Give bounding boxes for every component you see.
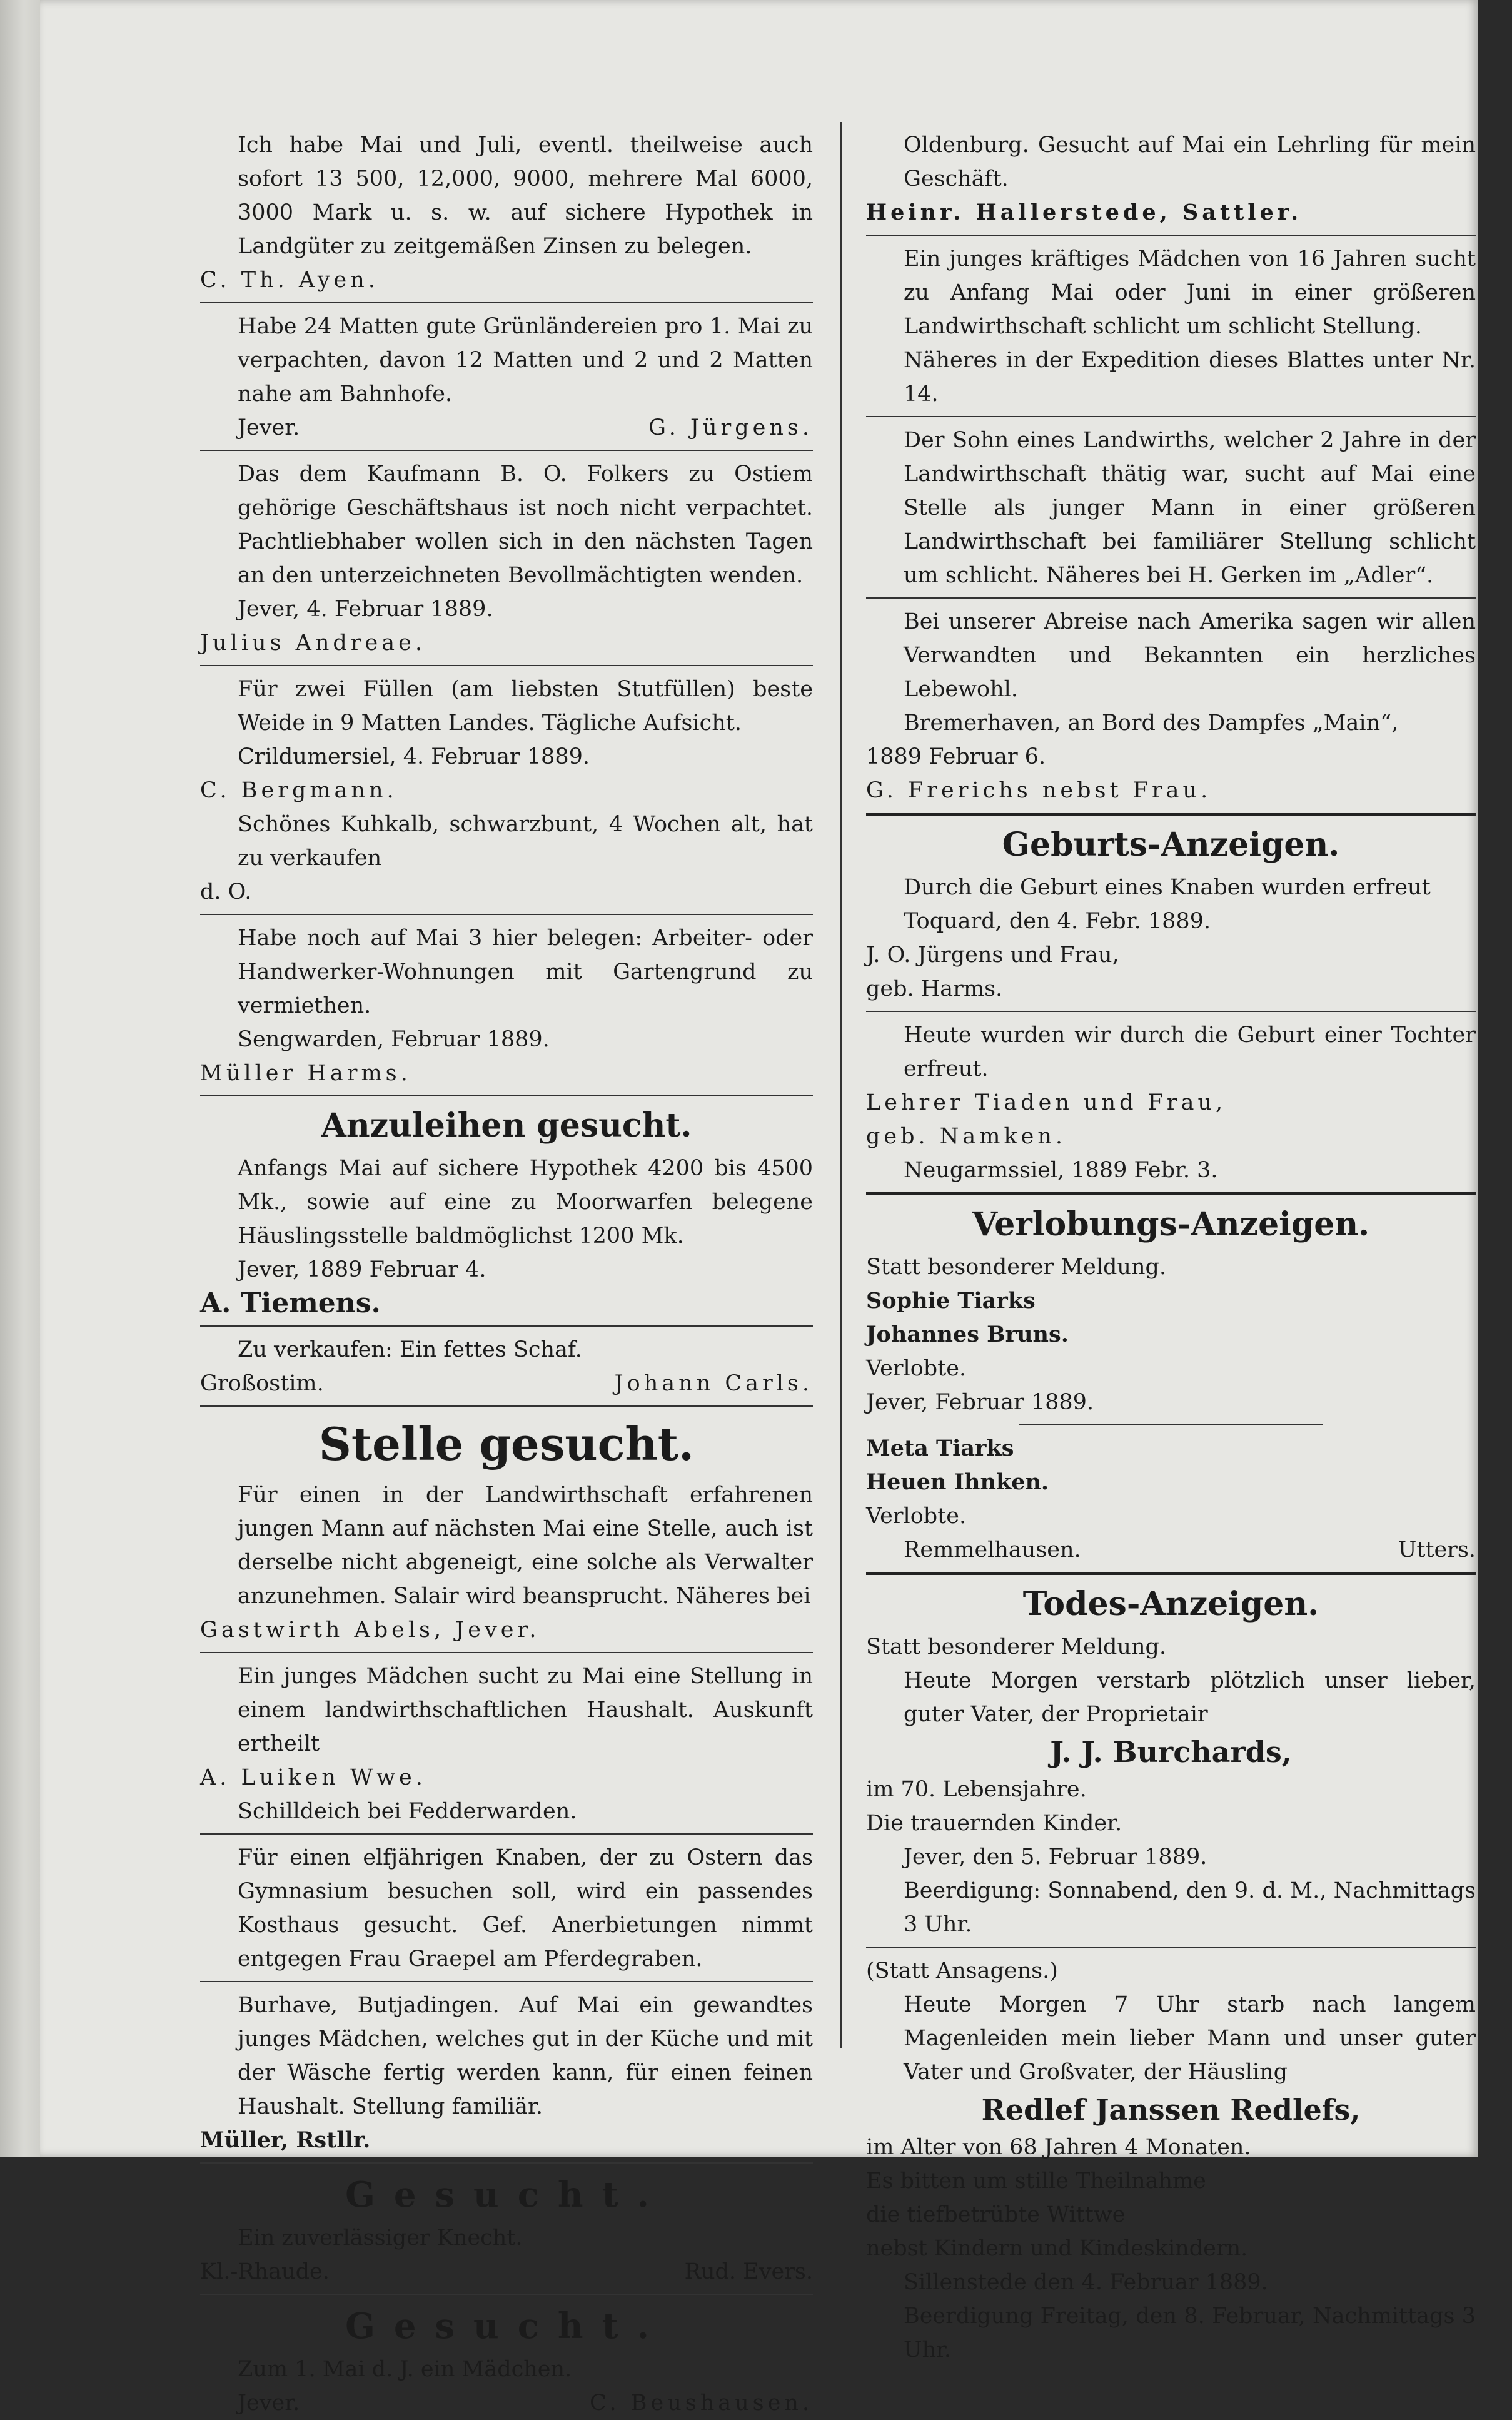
ad-text: Anfangs Mai auf sichere Hypothek 4200 bis 4500 Mk., sowie auf eine zu Moorwarfen belegene Häuslingsstelle baldmöglichst 1200 Mk. xyxy=(238,1156,813,1248)
death-intro: Statt besonderer Meldung. xyxy=(866,1634,1167,1659)
death-age: im Alter von 68 Jahren 4 Monaten. xyxy=(866,2135,1251,2160)
ad-fuellen xyxy=(200,672,813,808)
birth-signature-2: geb. Harms. xyxy=(866,976,1003,1001)
divider xyxy=(200,1833,813,1835)
ad-amerika xyxy=(866,605,1476,808)
ad-text: Ich habe Mai und Juli, eventl. theilweise auch sofort 13 500, 12,000, 9000, mehrere Mal 6000, 3000 Mark u. s. w. auf sichere Hypothek in Landgüter zu zeitgemäßen Zinsen zu belegen. xyxy=(238,133,813,259)
divider xyxy=(200,2162,813,2164)
ad-signature: A. Luiken Wwe. xyxy=(200,1765,426,1790)
ad-text: Das dem Kaufmann B. O. Folkers zu Ostiem gehörige Geschäftshaus ist noch nicht verpachtet. Pachtliebhaber wollen sich in den nächsten Tagen an den unterzeichneten Bevollmächtigten wenden. xyxy=(238,462,813,588)
ad-date: Jever, 4. Februar 1889. xyxy=(238,597,493,622)
divider xyxy=(200,2294,813,2295)
divider xyxy=(866,1572,1476,1575)
section-heading: Todes-Anzeigen. xyxy=(1022,1585,1319,1623)
engagement-intro: Statt besonderer Meldung. xyxy=(866,1255,1167,1280)
ad-text: Der Sohn eines Landwirths, welcher 2 Jahre in der Landwirthschaft thätig war, sucht auf Mai eine Stelle als junger Mann in einer größeren Landwirthschaft bei familiärer Stellung schlicht um schlicht. Näheres bei H. Gerken im „Adler“. xyxy=(904,428,1476,588)
death-date: Sillenstede den 4. Februar 1889. xyxy=(904,2270,1268,2295)
ad-signature: Gastwirth Abels, Jever. xyxy=(200,1618,540,1643)
ad-date: 1889 Februar 6. xyxy=(866,744,1046,769)
divider xyxy=(866,235,1476,236)
ad-lehrling xyxy=(866,128,1476,230)
ad-text: Ein junges kräftiges Mädchen von 16 Jahren sucht zu Anfang Mai oder Juni in einer größeren Landwirthschaft schlicht um schlicht Stellung. xyxy=(904,246,1476,339)
divider xyxy=(200,302,813,303)
ad-maedchen xyxy=(200,2301,813,2420)
ad-text: Oldenburg. Gesucht auf Mai ein Lehrling für mein Geschäft. xyxy=(904,133,1476,191)
ad-signature: Rud. Evers. xyxy=(684,2259,813,2284)
divider xyxy=(200,1981,813,1982)
ad-signature: d. O. xyxy=(200,879,252,904)
death-mourners: die tiefbetrübte Wittwe xyxy=(866,2202,1126,2227)
death-intro: (Statt Ansagens.) xyxy=(866,1958,1058,1983)
death-request: Es bitten um stille Theilnahme xyxy=(866,2169,1206,2194)
ad-hypothek xyxy=(200,128,813,297)
death-name: J. J. Burchards, xyxy=(1050,1735,1292,1769)
ad-text: Ein junges Mädchen sucht zu Mai eine Stellung in einem landwirthschaftlichen Haushalt. Auskunft ertheilt xyxy=(238,1664,813,1756)
engagement-place-left: Remmelhausen. xyxy=(904,1537,1081,1562)
column-divider xyxy=(840,122,842,2048)
ad-place: Jever. xyxy=(238,2391,300,2416)
divider xyxy=(200,1405,813,1407)
birth-text: Heute wurden wir durch die Geburt einer Tochter erfreut. xyxy=(904,1023,1476,1081)
divider xyxy=(866,597,1476,599)
divider xyxy=(866,1011,1476,1012)
birth-date: Neugarmssiel, 1889 Febr. 3. xyxy=(904,1158,1218,1183)
death-date: Jever, den 5. Februar 1889. xyxy=(904,1845,1207,1870)
engagements-section xyxy=(866,1202,1476,1567)
birth-signature: Lehrer Tiaden und Frau, xyxy=(866,1090,1227,1115)
ad-kosthaus xyxy=(200,1841,813,1976)
divider xyxy=(1019,1424,1324,1425)
ad-signature: Müller Harms. xyxy=(200,1061,411,1086)
ad-text: Burhave, Butjadingen. Auf Mai ein gewandtes junges Mädchen, welches gut in der Küche und mit der Wäsche fertig werden kann, für einen feinen Haushalt. Stellung familiär. xyxy=(238,1993,813,2119)
ad-heading: Anzuleihen gesucht. xyxy=(321,1106,692,1145)
ad-schaf xyxy=(200,1333,813,1400)
ad-kuhkalb xyxy=(200,808,813,909)
ad-text: Schönes Kuhkalb, schwarzbunt, 4 Wochen alt, hat zu verkaufen xyxy=(238,812,813,871)
death-text: Heute Morgen verstarb plötzlich unser lieber, guter Vater, der Proprietair xyxy=(904,1668,1476,1727)
divider xyxy=(200,665,813,666)
ad-anzuleihen xyxy=(200,1103,813,1320)
ad-text: Zu verkaufen: Ein fettes Schaf. xyxy=(238,1337,582,1362)
ad-text: Habe 24 Matten gute Grünländereien pro 1. Mai zu verpachten, davon 12 Matten und 2 und 2 Matten nahe am Bahnhofe. xyxy=(238,314,813,407)
ad-gruenlaendereien xyxy=(200,310,813,445)
divider xyxy=(200,1652,813,1653)
divider xyxy=(866,416,1476,417)
ad-place: Großostim. xyxy=(200,1371,324,1396)
ad-geschaeftshaus xyxy=(200,457,813,660)
engagement-place-right: Utters. xyxy=(1398,1537,1476,1562)
engagement-name: Meta Tiarks xyxy=(866,1435,1014,1461)
ad-landwirthssohn xyxy=(866,423,1476,592)
ad-text: Für zwei Füllen (am liebsten Stutfüllen) beste Weide in 9 Matten Landes. Tägliche Aufsicht. xyxy=(238,677,813,736)
ad-signature: Johann Carls. xyxy=(614,1371,813,1396)
ad-signature: C. Th. Ayen. xyxy=(200,268,379,293)
ad-signature: Müller, Rstllr. xyxy=(200,2127,371,2153)
engagement-name: Sophie Tiarks xyxy=(866,1288,1036,1314)
divider xyxy=(200,1095,813,1096)
ad-signature: A. Tiemens. xyxy=(200,1287,381,1319)
death-funeral: Beerdigung Freitag, den 8. Februar, Nachmittags 3 Uhr. xyxy=(904,2304,1476,2362)
divider xyxy=(200,1325,813,1327)
death-mourners: Die trauernden Kinder. xyxy=(866,1811,1122,1836)
ad-heading: Gesucht. xyxy=(345,2174,668,2215)
section-heading: Geburts-Anzeigen. xyxy=(1002,826,1340,864)
ad-maedchen-16 xyxy=(866,242,1476,411)
births-section xyxy=(866,822,1476,1187)
left-column xyxy=(200,128,813,2420)
ad-signature: G. Frerichs nebst Frau. xyxy=(866,778,1212,803)
ad-burhave xyxy=(200,1988,813,2157)
divider xyxy=(866,813,1476,816)
ad-line: Bremerhaven, an Bord des Dampfes „Main“, xyxy=(904,711,1399,736)
engagement-date: Jever, Februar 1889. xyxy=(866,1390,1094,1415)
divider xyxy=(200,450,813,451)
ad-knecht xyxy=(200,2170,813,2289)
deaths-section xyxy=(866,1581,1476,2367)
divider xyxy=(866,1947,1476,1948)
death-name: Redlef Janssen Redlefs, xyxy=(981,2093,1361,2127)
book-spine xyxy=(0,0,40,2157)
ad-signature: C. Bergmann. xyxy=(200,778,398,803)
birth-signature-2: geb. Namken. xyxy=(866,1124,1067,1149)
engagement-verlobte: Verlobte. xyxy=(866,1356,967,1381)
ad-date: Crildumersiel, 4. Februar 1889. xyxy=(238,744,590,769)
ad-text: Habe noch auf Mai 3 hier belegen: Arbeiter- oder Handwerker-Wohnungen mit Gartengrund zu vermiethen. xyxy=(238,926,813,1018)
ad-date: Jever, 1889 Februar 4. xyxy=(238,1257,486,1282)
ad-heading: Gesucht. xyxy=(345,2306,668,2347)
ad-date: Sengwarden, Februar 1889. xyxy=(238,1027,550,1052)
death-text: Heute Morgen 7 Uhr starb nach langem Magenleiden mein lieber Mann und unser guter Vater und Großvater, der Häusling xyxy=(904,1992,1476,2085)
ad-text: Für einen in der Landwirthschaft erfahrenen jungen Mann auf nächsten Mai eine Stelle, auch ist derselbe nicht abgeneigt, eine solche als Verwalter anzunehmen. Salair wird beansprucht. Näheres bei xyxy=(238,1482,813,1609)
ad-text: Zum 1. Mai d. J. ein Mädchen. xyxy=(238,2357,572,2382)
ad-signature: C. Beushausen. xyxy=(589,2391,813,2416)
ad-text: Ein zuverlässiger Knecht. xyxy=(238,2225,523,2250)
ad-place: Jever. xyxy=(238,415,300,440)
ad-heading: Stelle gesucht. xyxy=(318,1417,695,1471)
ad-text-2: Näheres in der Expedition dieses Blattes unter Nr. 14. xyxy=(904,348,1476,407)
ad-text: Für einen elfjährigen Knaben, der zu Ostern das Gymnasium besuchen soll, wird ein passendes Kosthaus gesucht. Gef. Anerbietungen nimmt entgegen Frau Graepel am Pferdegraben. xyxy=(238,1845,813,1972)
death-mourners-2: nebst Kindern und Kindeskindern. xyxy=(866,2236,1248,2261)
ad-wohnungen xyxy=(200,921,813,1090)
divider xyxy=(200,914,813,915)
ad-stelle-gesucht xyxy=(200,1413,813,1647)
ad-text: Bei unserer Abreise nach Amerika sagen wir allen Verwandten und Bekannten ein herzliches Lebewohl. xyxy=(904,609,1476,702)
ad-signature: Julius Andreae. xyxy=(200,630,426,656)
engagement-name: Johannes Bruns. xyxy=(866,1322,1069,1347)
birth-text: Durch die Geburt eines Knaben wurden erfreut xyxy=(904,875,1431,900)
ad-signature: Heinr. Hallerstede, Sattler. xyxy=(866,200,1303,225)
section-heading: Verlobungs-Anzeigen. xyxy=(972,1205,1370,1243)
ad-place: Kl.-Rhaude. xyxy=(200,2259,330,2284)
birth-date: Toquard, den 4. Febr. 1889. xyxy=(904,909,1211,934)
ad-place: Schilldeich bei Fedderwarden. xyxy=(238,1799,577,1824)
engagement-verlobte: Verlobte. xyxy=(866,1504,967,1529)
divider xyxy=(866,1192,1476,1195)
ad-maedchen-stellung xyxy=(200,1659,813,1828)
death-funeral: Beerdigung: Sonnabend, den 9. d. M., Nachmittags 3 Uhr. xyxy=(904,1878,1476,1937)
death-age: im 70. Lebensjahre. xyxy=(866,1777,1087,1802)
engagement-name: Heuen Ihnken. xyxy=(866,1469,1049,1495)
right-column xyxy=(866,128,1476,2367)
birth-signature: J. O. Jürgens und Frau, xyxy=(866,943,1119,968)
ad-signature: G. Jürgens. xyxy=(648,415,813,440)
